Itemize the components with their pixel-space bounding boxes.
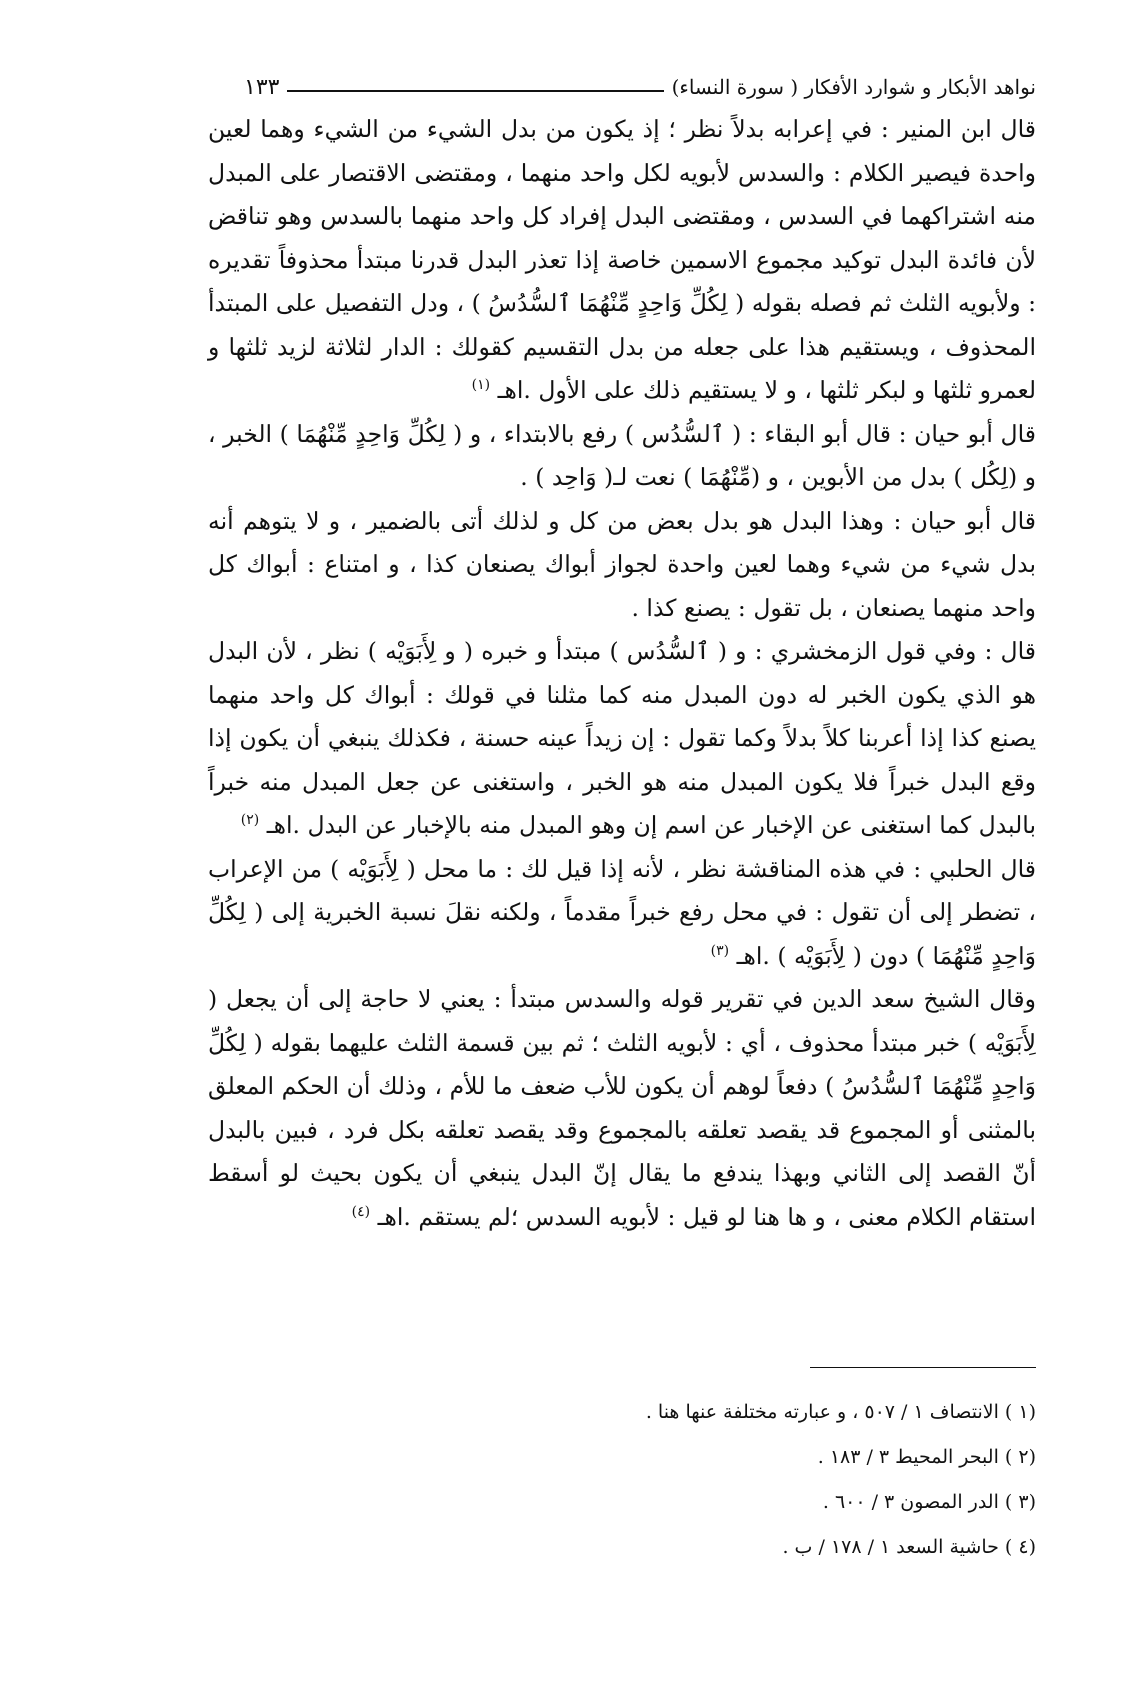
running-header <box>244 70 1036 104</box>
paragraph-text: قال أبو حيان : وهذا البدل هو بدل بعض من كل و لذلك أتى بالضمير ، و لا يتوهم أنه بدل شيء من شيء وهما لعين واحدة لجواز أبواك يصنعان كذا ، و امتناع : أبواك كل واحد منهما يصنعان ، بل تقول : يصنع كذا . <box>208 506 1036 622</box>
page-number: ١٣٣ <box>244 74 280 100</box>
footnote: (١ ) الانتصاف ١ / ٥٠٧ ، و عبارته مختلفة عنها هنا . <box>645 1401 1036 1423</box>
paragraph-text: قال الحلبي : في هذه المناقشة نظر ، لأنه إذا قيل لك : ما محل ( لِأَبَوَيْه ) من الإعراب ، تضطر إلى أن تقول : في محل رفع خبراً مقدماً ، ولكنه نقلَ نسبة الخبرية إلى ( لِكُلِّ وَاحِدٍ مِّنْهُمَا ) دون ( لِأَبَوَيْه ) .اهـ <box>208 854 1036 970</box>
paragraph-text: قال : وفي قول الزمخشري : و ( ٱلسُّدُس ) مبتدأ و خبره ( و لِأَبَوَيْه ) نظر ، لأن البدل هو الذي يكون الخبر له دون المبدل منه كما مثلنا في قولك : أبواك كل واحد منهما يصنع كذا إذا أعربنا كلاً بدلاً وكما تقول : إن زيداً عينه حسنة ، فكذلك ينبغي أن يكون إذا وقع البدل خبراً فلا يكون المبدل منه هو الخبر ، واستغنى عن جعل المبدل منه خبراً بالبدل كما استغنى عن الإخبار عن اسم إن وهو المبدل منه بالإخبار عن البدل .اهـ <box>208 637 1036 839</box>
paragraph <box>208 108 1036 413</box>
paragraph <box>208 413 1036 500</box>
footnotes <box>600 1390 1036 1570</box>
footnote: (٢ ) البحر المحيط ٣ / ١٨٣ . <box>817 1446 1036 1468</box>
paragraph-text: وقال الشيخ سعد الدين في تقرير قوله والسدس مبتدأ : يعني لا حاجة إلى أن يجعل ( لِأَبَوَيْه ) خبر مبتدأ محذوف ، أي : لأبويه الثلث ؛ ثم بين قسمة الثلث عليهما بقوله ( لِكُلِّ وَاحِدٍ مِّنْهُمَا ٱلسُّدُسُ ) دفعاً لوهم أن يكون للأب ضعف ما للأم ، وذلك أن الحكم المعلق بالمثنى أو المجموع قد يقصد تعلقه بالمجموع وقد يقصد تعلقه بكل فرد ، فبين بالبدل أنّ القصد إلى الثاني وبهذا يندفع ما يقال إنّ البدل ينبغي أن يكون بحيث لو أسقط استقام الكلام معنى ، و ها هنا لو قيل : لأبويه السدس ؛لم يستقم .اهـ <box>208 985 1037 1231</box>
header-rule <box>287 90 663 92</box>
footnote-reference: (٣) <box>710 942 730 959</box>
body-text <box>208 108 1036 1239</box>
footnote: (٤ ) حاشية السعد ١ / ١٧٨ / ب . <box>782 1536 1036 1558</box>
paragraph <box>208 978 1036 1239</box>
header-title: نواهد الأبكار و شوارد الأفكار ( سورة النساء) <box>671 75 1036 99</box>
footnote-reference: (١) <box>471 377 491 394</box>
paragraph-text: قال ابن المنير : في إعرابه بدلاً نظر ؛ إذ يكون من بدل الشيء من الشيء وهما لعين واحدة فيصير الكلام : والسدس لأبويه لكل واحد منهما ، ومقتضى الاقتصار على المبدل منه اشتراكهما في السدس ، ومقتضى البدل إفراد كل واحد منهما بالسدس وهو تناقض لأن فائدة البدل توكيد مجموع الاسمين خاصة إذا تعذر البدل قدرنا مبتدأ محذوفاً تقديره : ولأبويه الثلث ثم فصله بقوله ( لِكُلِّ وَاحِدٍ مِّنْهُمَا ٱلسُّدُسُ ) ، ودل التفصيل على المبتدأ المحذوف ، ويستقيم هذا على جعله من بدل التقسيم كقولك : الدار لثلاثة لزيد ثلثها و لعمرو ثلثها و لبكر ثلثها ، و لا يستقيم ذلك على الأول .اهـ <box>208 115 1037 404</box>
footnote-divider <box>810 1367 1036 1368</box>
paragraph-text: قال أبو حيان : قال أبو البقاء : ( ٱلسُّدُس ) رفع بالابتداء ، و ( لِكُلِّ وَاحِدٍ مِّنْهُمَا ) الخبر ، و (لِكُل ) بدل من الأبوين ، و (مِّنْهُمَا ) نعت لـ( وَاحِد ) . <box>208 419 1036 491</box>
paragraph <box>208 630 1036 848</box>
footnote: (٣ ) الدر المصون ٣ / ٦٠٠ . <box>822 1491 1036 1513</box>
paragraph <box>208 500 1036 631</box>
footnote-reference: (٢) <box>240 812 260 829</box>
paragraph <box>208 848 1036 979</box>
footnote-reference: (٤) <box>351 1203 371 1220</box>
